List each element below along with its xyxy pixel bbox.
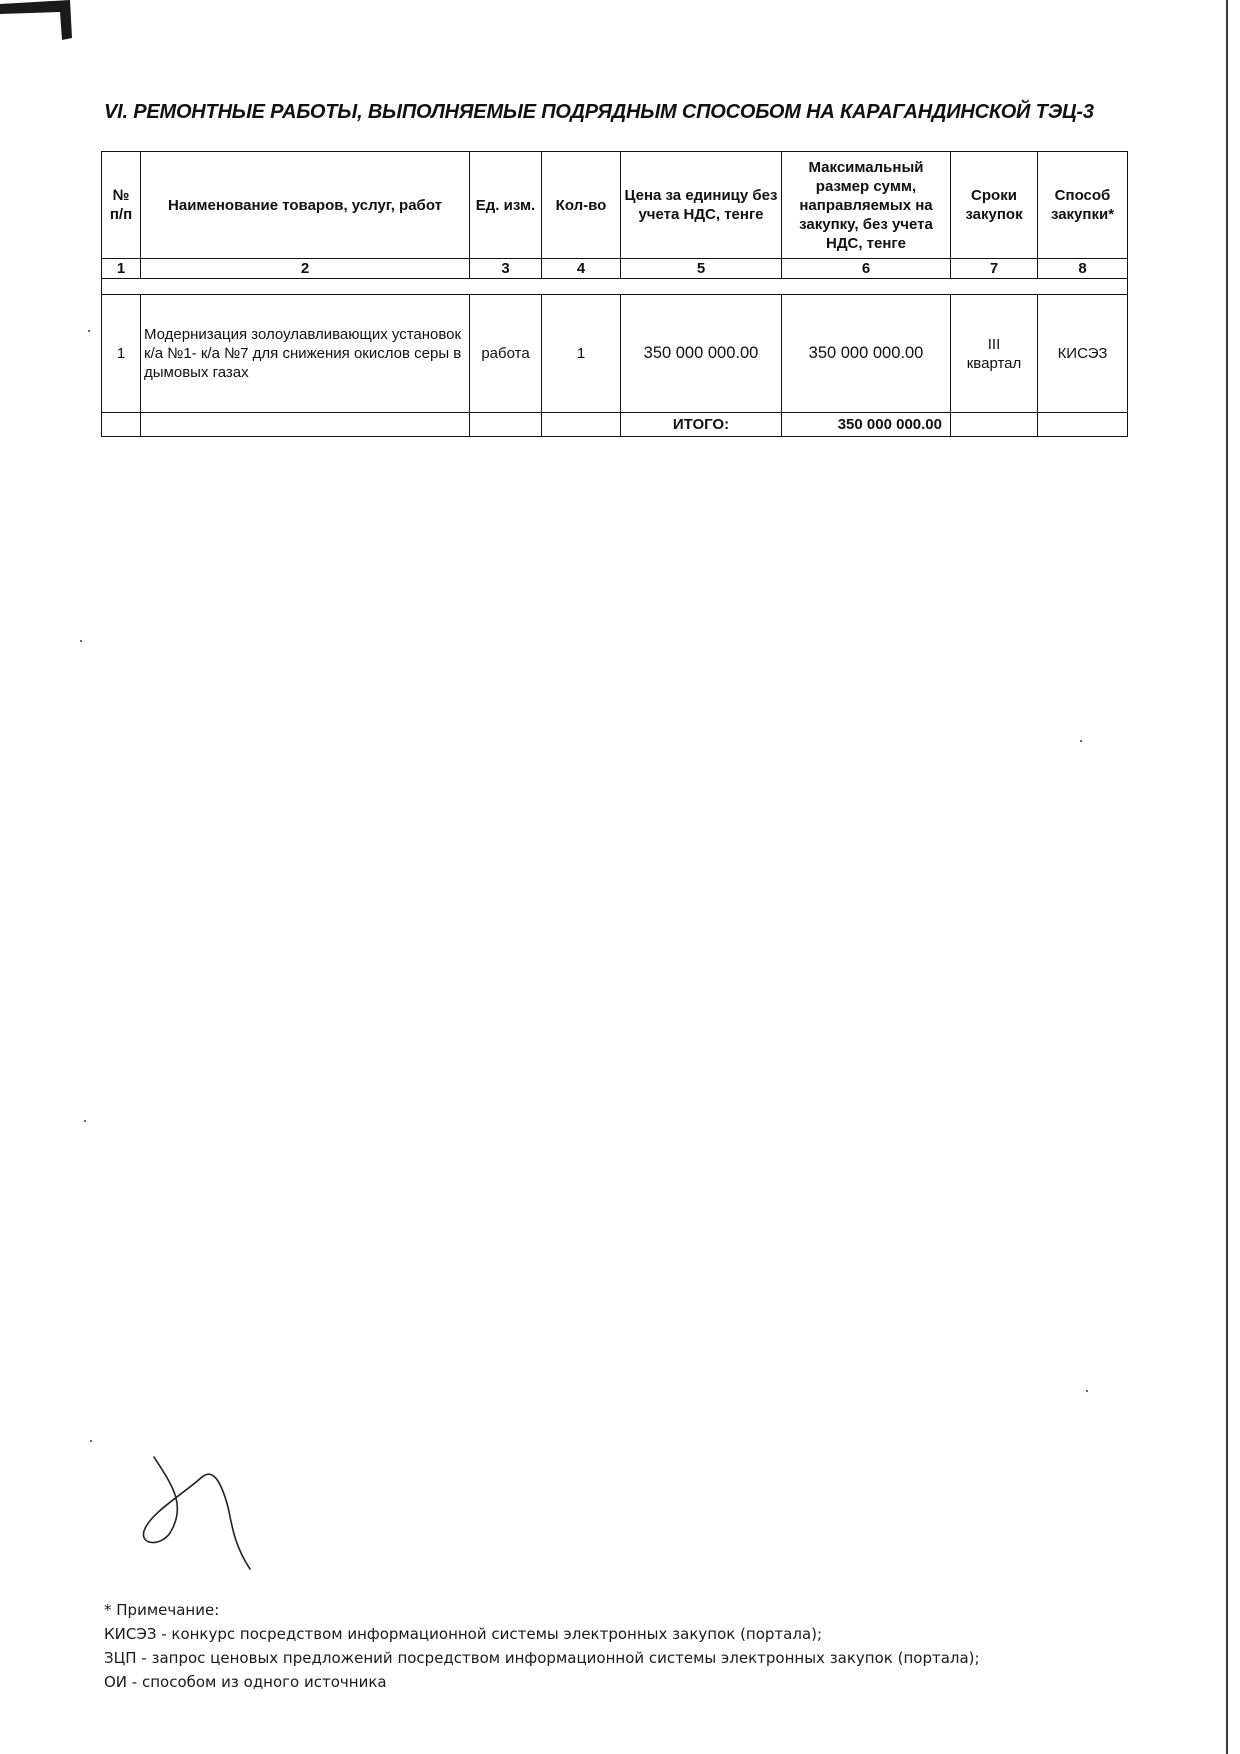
total-value: 350 000 000.00 bbox=[782, 413, 951, 437]
scan-edge-line bbox=[1226, 0, 1228, 1754]
row-max-amount: 350 000 000.00 bbox=[782, 295, 951, 413]
spacer-row bbox=[102, 279, 1128, 295]
handwritten-signature bbox=[132, 1455, 272, 1570]
scan-speck bbox=[1086, 1390, 1088, 1392]
total-empty-cell bbox=[141, 413, 470, 437]
header-cell-name: Наименование товаров, услуг, работ bbox=[141, 152, 470, 259]
row-method: КИСЭЗ bbox=[1038, 295, 1128, 413]
row-item-name: Модернизация золоулавливающих установок к/а №1- к/а №7 для снижения окислов серы в дымовых газах bbox=[141, 295, 470, 413]
header-cell-number: № п/п bbox=[102, 152, 141, 259]
row-period: III квартал bbox=[951, 295, 1038, 413]
row-number: 1 bbox=[102, 295, 141, 413]
column-number: 3 bbox=[470, 259, 542, 279]
table-header-row bbox=[102, 152, 1128, 259]
header-cell-method: Способ закупки* bbox=[1038, 152, 1128, 259]
scan-corner-mark bbox=[0, 0, 74, 42]
column-number: 1 bbox=[102, 259, 141, 279]
footnote-line: КИСЭЗ - конкурс посредством информационной системы электронных закупок (портала); bbox=[104, 1625, 823, 1643]
column-number: 6 bbox=[782, 259, 951, 279]
table-row bbox=[102, 295, 1128, 413]
header-cell-unit-price: Цена за единицу без учета НДС, тенге bbox=[621, 152, 782, 259]
total-empty-cell bbox=[102, 413, 141, 437]
scan-speck bbox=[84, 1120, 86, 1122]
footnote-line: ЗЦП - запрос ценовых предложений посредством информационной системы электронных закупок (портала); bbox=[104, 1649, 980, 1667]
section-title: VI. РЕМОНТНЫЕ РАБОТЫ, ВЫПОЛНЯЕМЫЕ ПОДРЯДНЫМ СПОСОБОМ НА КАРАГАНДИНСКОЙ ТЭЦ-3 bbox=[104, 101, 1094, 123]
row-quantity: 1 bbox=[542, 295, 621, 413]
header-cell-quantity: Кол-во bbox=[542, 152, 621, 259]
total-label: ИТОГО: bbox=[621, 413, 782, 437]
total-row bbox=[102, 413, 1128, 437]
header-cell-max-amount: Максимальный размер сумм, направляемых на закупку, без учета НДС, тенге bbox=[782, 152, 951, 259]
footnote-heading: * Примечание: bbox=[104, 1601, 220, 1619]
total-empty-cell bbox=[951, 413, 1038, 437]
row-unit-price: 350 000 000.00 bbox=[621, 295, 782, 413]
procurement-table bbox=[101, 151, 1128, 437]
footnotes bbox=[104, 1598, 1164, 1694]
scan-speck bbox=[88, 330, 90, 332]
row-unit: работа bbox=[470, 295, 542, 413]
total-empty-cell bbox=[1038, 413, 1128, 437]
column-number: 2 bbox=[141, 259, 470, 279]
total-empty-cell bbox=[470, 413, 542, 437]
header-cell-period: Сроки закупок bbox=[951, 152, 1038, 259]
column-number: 5 bbox=[621, 259, 782, 279]
scan-speck bbox=[1080, 740, 1082, 742]
header-cell-unit: Ед. изм. bbox=[470, 152, 542, 259]
footnote-line: ОИ - способом из одного источника bbox=[104, 1673, 387, 1691]
spacer-cell bbox=[102, 279, 1128, 295]
column-number: 7 bbox=[951, 259, 1038, 279]
scan-speck bbox=[80, 640, 82, 642]
total-empty-cell bbox=[542, 413, 621, 437]
column-number: 8 bbox=[1038, 259, 1128, 279]
column-number-row bbox=[102, 259, 1128, 279]
column-number: 4 bbox=[542, 259, 621, 279]
scan-speck bbox=[90, 1440, 92, 1442]
